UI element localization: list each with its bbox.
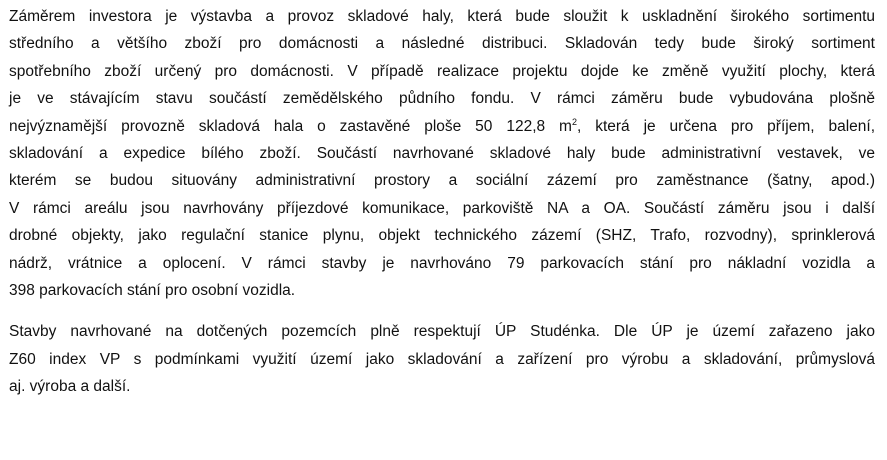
text-area-tail: , která je určena pro příjem, balení, (576, 117, 876, 135)
superscript: 2 (571, 116, 577, 127)
text-line: středního a většího zboží pro domácnosti a následné distribuci. Skladován tedy bude široký sortiment (9, 35, 875, 53)
text-line: drobné objekty, jako regulační stanice plynu, objekt technického zázemí (SHZ, Trafo, rozvodny), sprinklerová (9, 227, 875, 245)
text-line: je ve stávajícím stavu součástí zemědělského půdního fondu. V rámci záměru bude vybudována plošně (9, 90, 875, 108)
text-line: skladování a expedice bílého zboží. Součástí navrhované skladové haly bude administrativní vestavek, ve (9, 144, 875, 162)
text-line: Záměrem investora je výstavba a provoz skladové haly, která bude sloužit k uskladnění širokého sortimentu (9, 8, 875, 25)
text-line: aj. výroba a další. (9, 378, 131, 396)
text-area-lead: nejvýznamější provozně skladová hala o zastavěné ploše 50 122,8 m (9, 117, 572, 135)
text-line: spotřebního zboží určený pro domácnosti. V případě realizace projektu dojde ke změně využití plochy, která (9, 62, 875, 80)
text-line: Stavby navrhované na dotčených pozemcích plně respektují ÚP Studénka. Dle ÚP je území zařazeno jako (9, 323, 875, 341)
text-line: 398 parkovacích stání pro osobní vozidla. (9, 281, 296, 299)
text-line: kterém se budou situovány administrativní prostory a sociální zázemí pro zaměstnance (šatny, apod.) (9, 172, 875, 190)
text-line: Z60 index VP s podmínkami využití území jako skladování a zařízení pro výrobu a skladování, průmyslová (9, 350, 875, 368)
paragraph-2 (9, 318, 875, 400)
paragraph-1 (9, 3, 875, 304)
text-line-with-area (9, 113, 875, 140)
paragraph-spacer (9, 304, 875, 318)
text-line: V rámci areálu jsou navrhovány příjezdové komunikace, parkoviště NA a OA. Součástí záměru jsou i další (9, 199, 875, 217)
text-line: nádrž, vrátnice a oplocení. V rámci stavby je navrhováno 79 parkovacích stání pro nákladní vozidla a (9, 254, 875, 272)
